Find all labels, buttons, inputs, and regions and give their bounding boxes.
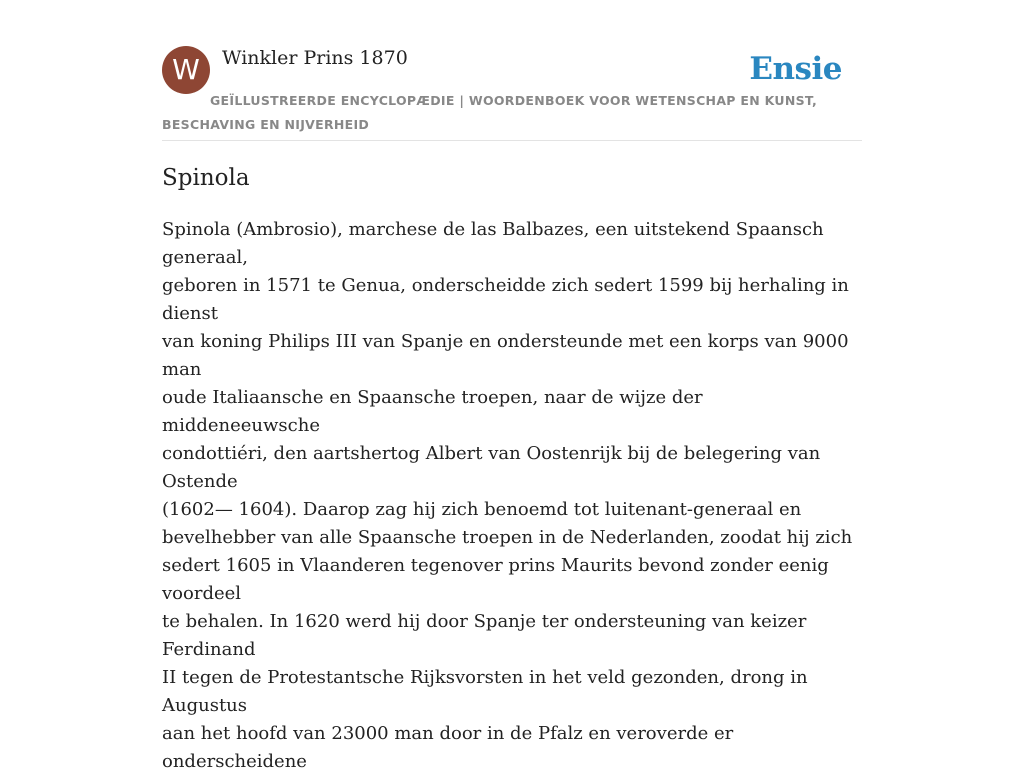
article-body: Spinola (Ambrosio), marchese de las Balbazes, een uitstekend Spaansch generaal, geboren in 1571 te Genua, onderscheidde zich sedert 1599 bij herhaling in dienst van koning Philips III van Spanje en ondersteunde met een korps van 9000 man oude Italiaansche en Spaansche troepen, naar de wijze der middeneeuwsche condottiéri, den aartshertog Albert van Oostenrijk bij de belegering van Ostende (1602— 1604). Daarop zag hij zich benoemd tot luitenant-generaal en bevelhebber van alle Spaansche troepen in de Nederlanden, zoodat hij zich sedert 1605 in Vlaanderen tegenover prins Maurits bevond zonder eenig voordeel te behalen. In 1620 werd hij door Spanje ter ondersteuning van keizer Ferdinand II tegen de Protestantsche Rijksvorsten in het veld gezonden, drong in Augustus aan het hoofd van 23000 man door in de Pfalz en veroverde er onderscheidene bbox=[162, 219, 853, 772]
avatar[interactable]: W bbox=[162, 46, 210, 94]
site-header bbox=[162, 46, 862, 141]
article-title: Spinola bbox=[162, 165, 250, 191]
site-name[interactable]: Winkler Prins 1870 bbox=[222, 47, 408, 69]
brand-logo[interactable]: Ensie bbox=[749, 51, 842, 87]
site-subtitle: GEÏLLUSTREERDE ENCYCLOPÆDIE | WOORDENBOEK VOOR WETENSCHAP EN KUNST, BESCHAVING EN NIJVERHEID bbox=[162, 93, 818, 132]
